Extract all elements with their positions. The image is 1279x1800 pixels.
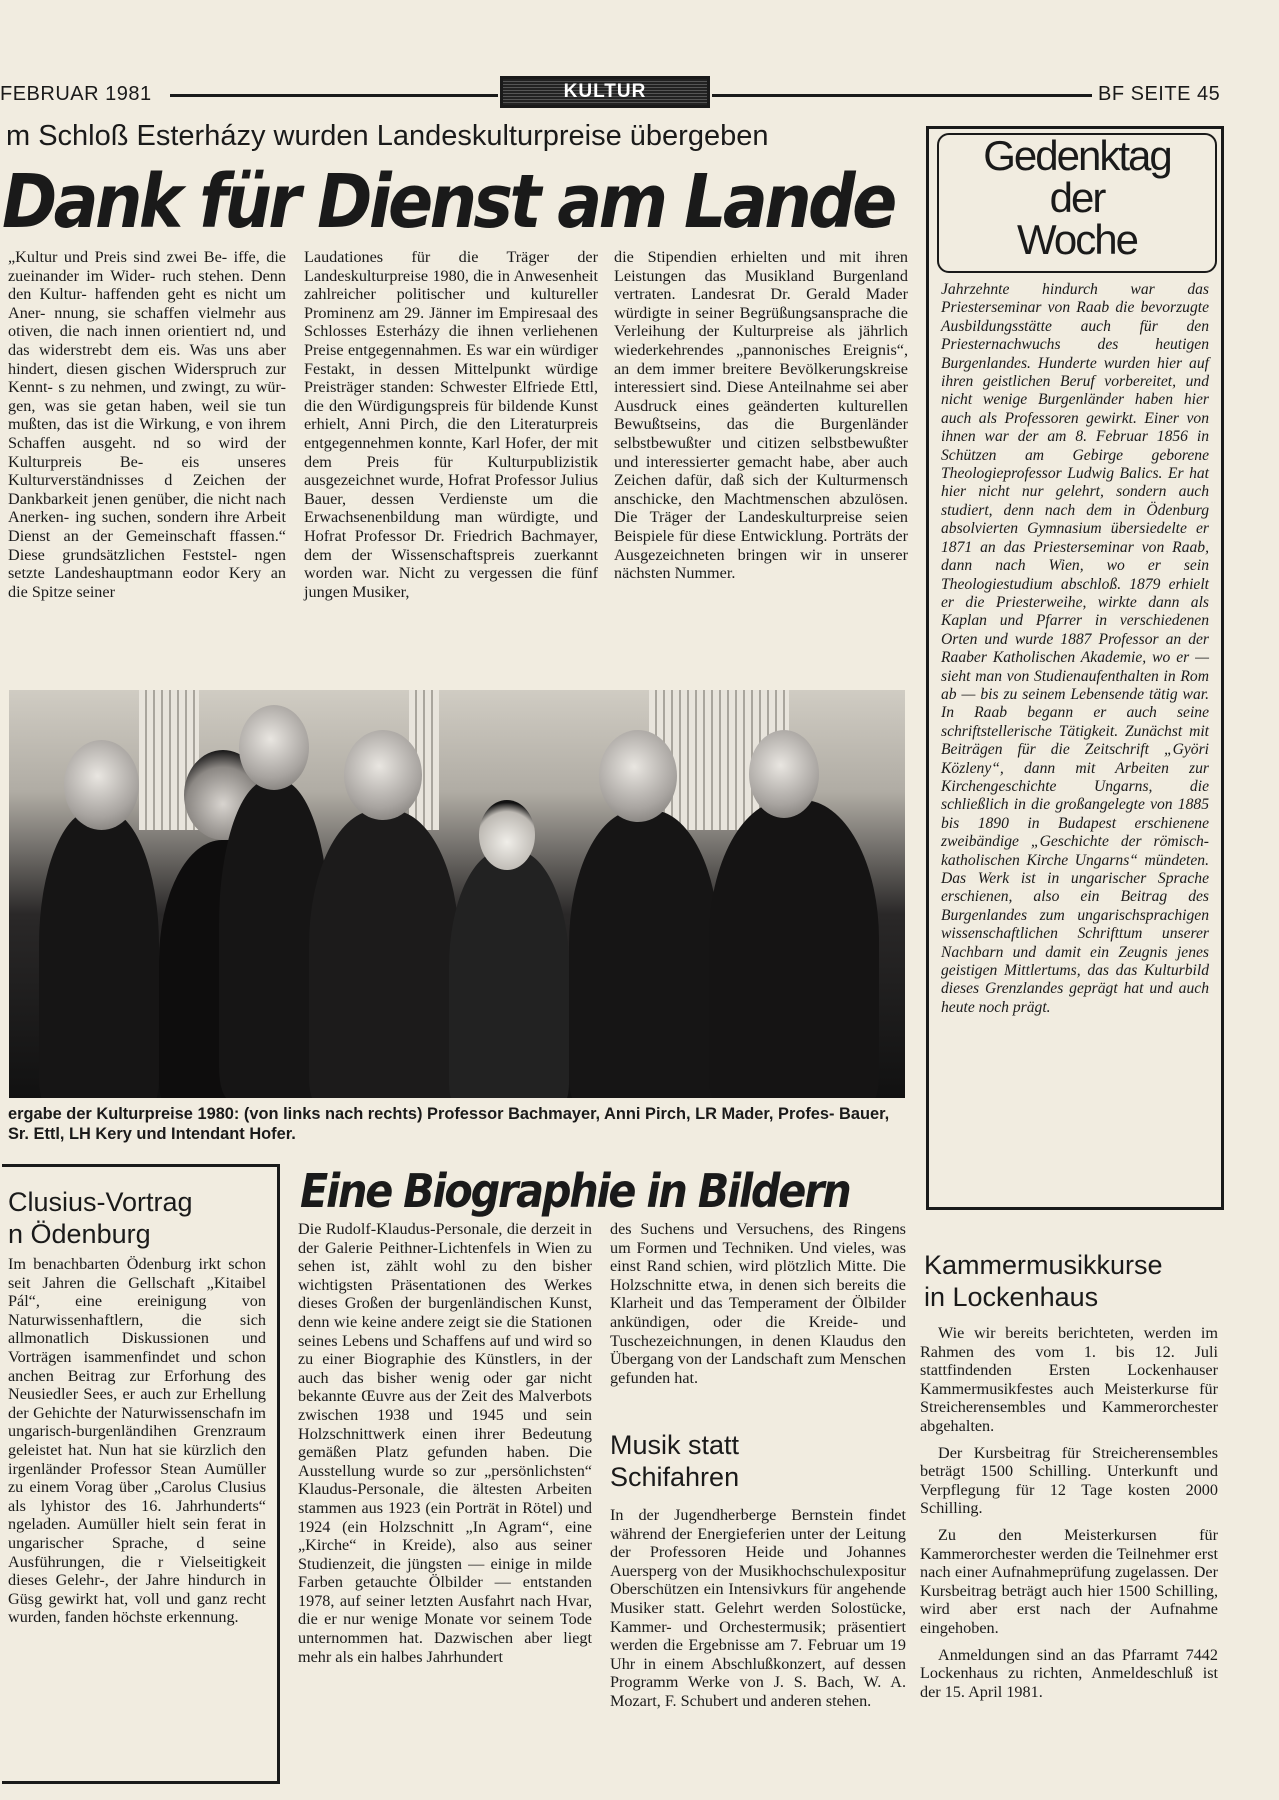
gedenktag-title-3: Woche [1017,216,1137,263]
kammer-paragraph-4: Anmeldungen sind an das Pfarramt 7442 Lockenhaus zu richten, Anmeldeschluß ist der 15. April 1981. [920,1645,1218,1701]
kammer-text [920,1324,1218,1701]
kammer-paragraph-2: Der Kursbeitrag für Streicherensembles beträgt 1500 Schilling. Unterkunft und Verpflegung für 12 Tage kosten 2000 Schilling. [920,1443,1218,1518]
photo-caption: ergabe der Kulturpreise 1980: (von links nach rechts) Professor Bachmayer, Anni Pirch, LR Mader, Profes- Bauer, Sr. Ettl, LH Kery und Intendant Hofer. [8,1105,890,1143]
gedenktag-title-2: der [1049,174,1105,221]
issue-date: FEBRUAR 1981 [0,83,152,105]
biographie-headline: Eine Biographie in Bildern [300,1164,850,1218]
article-column-2: Laudationes für die Träger der Landeskulturpreise 1980, die in Anwesenheit zahlreicher politischer und kultureller Prominenz am 29. Jänner im Empiresaal des Schlosses Esterházy die ihnen verliehenen Preise entgegennahmen. Es war ein würdiger Festakt, in dessen Mittelpunkt würdige Preisträger standen: Schwester Elfriede Ettl, die den Würdigungspreis für bildende Kunst erhielt, Anni Pirch, die den Literaturpreis entgegennehmen konnte, Karl Hofer, der mit dem Preis für Kulturpublizistik ausgezeichnet wurde, Hofrat Professor Julius Bauer, dessen Verdienste um die Erwachsenenbildung man würdigte, und Hofrat Professor Dr. Friedrich Bachmayer, dem der Wissenschaftspreis zuerkannt worden war. Nicht zu vergessen die fünf jungen Musiker, [304,248,598,601]
biographie-column-1: Die Rudolf-Klaudus-Personale, die derzeit in der Galerie Peithner-Lichtenfels in Wien zu sehen ist, zählt wohl zu den bisher wichtigsten Präsentationen des Werkes dieses Großen der burgenländischen Kunst, denn wie keine andere zeigt sie die Stationen seines Lebens und Schaffens auf und wird so zu einer Biographie des Künstlers, in der auch das bisher wenig oder gar nicht bekannte Œuvre aus der Zeit des Malverbots zwischen 1938 und 1945 und sein Holzschnittwerk einen ihrer Bedeutung gemäßen Platz gefunden haben. Die Ausstellung wurde so zur „persönlichsten“ Klaudus-Personale, die ältesten Arbeiten stammen aus 1923 (ein Porträt in Rötel) und 1924 (ein Holzschnitt „In Agram“, eine „Kirche“ in Kreide), also aus seiner Studienzeit, die jüngsten — einige in milde Farben getauchte Ölbilder — entstanden 1978, auf seiner letzten Ausfahrt nach Hvar, die er nur wenige Monate vor seinem Tode unternommen hat. Dazwischen aber liegt mehr als ein halbes Jahrhundert [298,1220,592,1666]
header-rule-left [170,94,498,97]
header-rule-right [712,94,1092,97]
clusius-box [2,1164,280,1784]
musik-text: In der Jugendherberge Bernstein findet während der Energieferien unter der Leitung der Professoren Heide und Johannes Auersperg von der Musikhochschulexpositur Oberschützen ein Intensivkurs für angehende Musiker statt. Gelehrt werden Solostücke, Kammer- und Orchestermusik; präsentiert werden die Ergebnisse am 7. Februar um 19 Uhr in einem Abschlußkonzert, auf dessen Programm Werke von J. S. Bach, W. A. Mozart, F. Schubert und anderen stehen. [610,1506,906,1710]
musik-title-1: Musik statt [610,1430,740,1460]
clusius-text: Im benachbarten Ödenburg irkt schon seit Jahren die Gellschaft „Kitaibel Pál“, eine ereinigung von Naturwissenhaftlern, die sich allmonatlich Diskussionen und Vorträgen isammenfindet und schon anchen Beitrag zur Erforhung des Neusiedler Sees, er auch zur Erhellung der Gehichte der Naturwissenschafn im ungarisch-burgenländihen Grenzraum geleistet hat. Nun hat sie kürzlich den irgenländer Professor Stean Aumüller zu einem Vorag über „Carolus Clusius als lyhistor des 16. Jahrhunderts“ ngeladen. Aumüller hielt sein ferat in ungarischer Sprache, d seine Ausführungen, die r Vielseitigkeit dieses Gelehr-, der Jahre hindurch in Güsg gewirkt hat, voll und ganz recht wurden, fanden höchste erkennung. [8,1255,266,1627]
biographie-column-2: des Suchens und Versuchens, des Ringens um Formen und Techniken. Und vieles, was einst Rand schien, wird plötzlich Mitte. Die Holzschnitte etwa, in denen sich bereits die Klarheit und das Temperament der Ölbilder ankündigen, oder die Kreide- und Tuschezeichnungen, in denen Klaudus den Übergang von der Landschaft zum Menschen gefunden hat. [610,1220,906,1387]
gedenktag-title-frame [937,133,1217,273]
article-kicker: m Schloß Esterházy wurden Landeskulturpreise übergeben [6,120,769,152]
article-column-3: die Stipendien erhielten und mit ihren Leistungen das Musikland Burgenland vertraten. Landesrat Dr. Gerald Mader würdigte in seiner Begrüßungsansprache die Verleihung der Kulturpreise als jährlich wiederkehrendes „pannonisches Ereignis“, an dem immer breitere Bevölkerungskreise interessiert sind. Diese Anteilnahme sei aber Ausdruck eines geänderten kulturellen Bewußtseins, das die Burgenländer selbstbewußter und citizen selbstbewußter und interessierter gemacht habe, aber auch Zeichen dafür, daß sich der Kulturmensch anschicke, den Machtmenschen abzulösen. Die Träger der Landeskulturpreise seien Beispiele für diese Entwicklung. Porträts der Ausgezeichneten bringen wir in unserer nächsten Nummer. [614,248,908,583]
page-number: BF SEITE 45 [1098,83,1221,105]
kammer-title-1: Kammermusikkurse [924,1250,1163,1280]
kammer-title-2: in Lockenhaus [924,1282,1099,1312]
clusius-title-1: Clusius-Vortrag [8,1187,193,1217]
musik-title-2: Schifahren [610,1462,740,1492]
award-ceremony-photo [9,690,905,1098]
clusius-title-2: n Ödenburg [8,1219,151,1249]
gedenktag-box [926,126,1224,1210]
kammer-paragraph-3: Zu den Meisterkursen für Kammerorchester werden die Teilnehmer erst nach einer Aufnahmeprüfung zugelassen. Der Kursbeitrag beträgt auch hier 1500 Schilling, wird aber erst nach der Aufnahme eingehoben. [920,1525,1218,1637]
article-column-1: „Kultur und Preis sind zwei Be- iffe, die zueinander im Wider- ruch stehen. Denn den Kultur- haffenden geht es nicht um Aner- nnung, sie schaffen vielmehr aus otiven, die nach innen orientiert nd, und das widerstrebt dem eis. Was uns aber hindert, diesen gischen Widerspruch zur Kennt- s zu nehmen, und zwingt, zu wür- gen, was sie getan haben, weil sie tun mußten, das ist die Wirkung, e von ihrem Schaffen ausgeht. nd so wird der Kulturpreis Be- eis unseres Kulturverständnisses d Zeichen der Dankbarkeit jenen genüber, die nicht nach Anerken- ing suchen, sondern ihre Arbeit Dienst an der Gemeinschaft ffassen.“ Diese grundsätzlichen Feststel- ngen setzte Landeshauptmann eodor Kery an die Spitze seiner [8,248,286,601]
gedenktag-title-1: Gedenktag [983,132,1171,179]
gedenktag-text: Jahrzehnte hindurch war das Priesterseminar von Raab die bevorzugte Ausbildungsstätte auch für den Priesternachwuchs des heutigen Burgenlandes. Hunderte wurden hier auf ihren geistlichen Beruf vorbereitet, und nicht wenige Burgenländer haben hier auch als Professoren gewirkt. Einer von ihnen war der am 8. Februar 1856 in Schützen am Gebirge geborene Theologieprofessor Ludwig Balics. Er hat hier nicht nur gelehrt, sondern auch studiert, denn nach dem in Ödenburg absolvierten Gymnasium übersiedelte er 1871 an das Priesterseminar von Raab, dann nach Wien, wo er sein Theologiestudium abschloß. 1879 erhielt er die Priesterweihe, wirkte dann als Kaplan und Pfarrer in verschiedenen Orten und wurde 1887 Professor an der Raaber Katholischen Akademie, wo er — sieht man von Studienaufenthalten in Rom ab — bis zu seinem Lebensende tätig war. In Raab begann er auch seine schriftstellerische Tätigkeit. Zunächst mit Beiträgen für die Zeitschrift „Györi Közleny“, dann mit Arbeiten zur Kirchengeschichte Ungarns, die schließlich in die großangelegte von 1885 bis 1890 in Budapest erschienene zweibändige „Geschichte der römisch-katholischen Kirche Ungarns“ mündeten. Das Werk ist in ungarischer Sprache erschienen, also ein Beitrag des Burgenlandes zum ungarischsprachigen wissenschaftlichen Schrifttum unserer Nachbarn und damit ein Zeugnis jenes geistigen Mittlertums, das das Kulturbild dieses Grenzlandes geprägt hat und auch heute noch prägt. [941,281,1209,1016]
section-label: KULTUR [500,76,710,108]
kammer-paragraph-1: Wie wir bereits berichteten, werden im Rahmen des vom 1. bis 12. Juli stattfindenden Ersten Lockenhauser Kammermusikfestes auch Meisterkurse für Streicherensembles und Kammerorchester abgehalten. [920,1324,1218,1435]
article-headline: Dank für Dienst am Lande [2,159,894,245]
